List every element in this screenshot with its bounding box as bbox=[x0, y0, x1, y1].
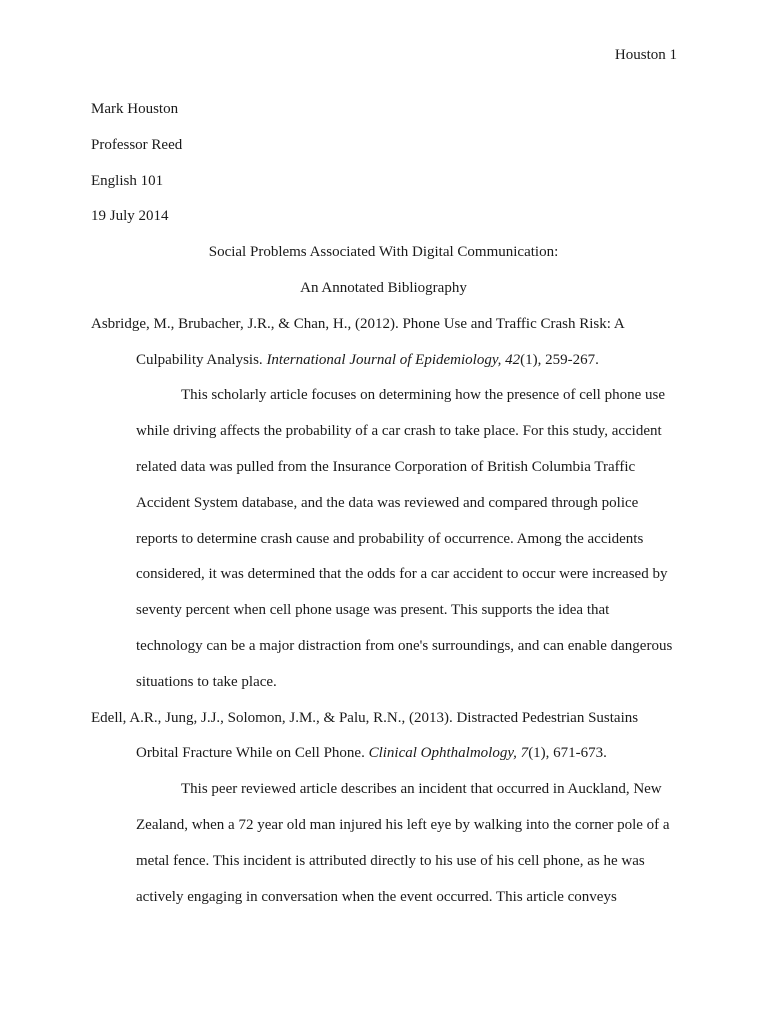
citation-text: Orbital Fracture While on Cell Phone. bbox=[136, 745, 369, 762]
annotation-line: reports to determine crash cause and probability of occurrence. Among the accidents bbox=[136, 530, 644, 547]
paper-title-line-1: Social Problems Associated With Digital Communication: bbox=[208, 244, 559, 261]
bibliography-entry bbox=[91, 307, 676, 701]
annotation-line: technology can be a major distraction from one's surroundings, and can enable dangerous bbox=[136, 637, 673, 654]
annotation-paragraph bbox=[91, 772, 676, 915]
journal-title: Clinical Ophthalmology, 7 bbox=[368, 745, 529, 762]
citation-line-2 bbox=[91, 343, 676, 379]
annotation-line: while driving affects the probability of a car crash to take place. For this study, accident bbox=[136, 423, 662, 440]
running-head: Houston 1 bbox=[614, 47, 677, 63]
paper-date: 19 July 2014 bbox=[91, 208, 169, 225]
citation-pages: (1), 671-673. bbox=[528, 745, 607, 762]
paper-body bbox=[91, 92, 676, 915]
citation-line-1: Asbridge, M., Brubacher, J.R., & Chan, H., (2012). Phone Use and Traffic Crash Risk: A bbox=[91, 315, 625, 332]
annotation-line: situations to take place. bbox=[136, 673, 277, 690]
annotation-line: This peer reviewed article describes an incident that occurred in Auckland, New bbox=[181, 781, 662, 798]
annotation-line: Accident System database, and the data was reviewed and compared through police bbox=[136, 494, 639, 511]
citation-line-1: Edell, A.R., Jung, J.J., Solomon, J.M., & Palu, R.N., (2013). Distracted Pedestrian Sustains bbox=[91, 709, 639, 726]
annotation-line: considered, it was determined that the odds for a car accident to occur were increased by bbox=[136, 566, 668, 583]
annotation-line: This scholarly article focuses on determining how the presence of cell phone use bbox=[181, 387, 666, 404]
course-name: English 101 bbox=[91, 172, 164, 189]
instructor-name: Professor Reed bbox=[91, 136, 183, 153]
citation-pages: (1), 259-267. bbox=[520, 351, 599, 368]
bibliography-entry bbox=[91, 701, 676, 916]
annotation-line: metal fence. This incident is attributed directly to his use of his cell phone, as he was bbox=[136, 852, 645, 869]
citation-text: Culpability Analysis. bbox=[136, 351, 267, 368]
student-name: Mark Houston bbox=[91, 101, 179, 117]
citation-line-2 bbox=[91, 736, 676, 772]
annotation-line: actively engaging in conversation when the event occurred. This article conveys bbox=[136, 888, 617, 905]
journal-title: International Journal of Epidemiology, 42 bbox=[266, 351, 521, 368]
annotation-line: related data was pulled from the Insurance Corporation of British Columbia Traffic bbox=[136, 458, 636, 475]
annotation-paragraph bbox=[91, 378, 676, 700]
annotation-line: seventy percent when cell phone usage was present. This supports the idea that bbox=[136, 602, 610, 619]
paper-title-line-2: An Annotated Bibliography bbox=[300, 279, 467, 296]
annotation-line: Zealand, when a 72 year old man injured his left eye by walking into the corner pole of a bbox=[136, 816, 670, 833]
